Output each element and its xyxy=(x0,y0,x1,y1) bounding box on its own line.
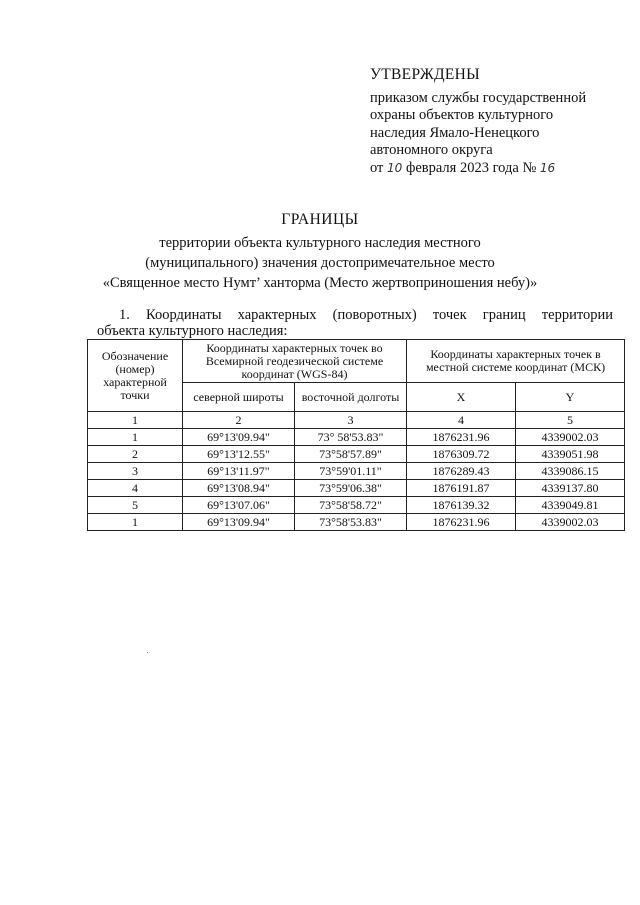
cell-y: 4339002.03 xyxy=(516,429,625,446)
cell-lon: 73°58'58.72" xyxy=(295,497,407,514)
cell-point: 2 xyxy=(88,446,183,463)
cell-x: 1876231.96 xyxy=(407,514,516,531)
table-row xyxy=(88,463,625,480)
paragraph-line-2: объекта культурного наследия: xyxy=(97,323,288,339)
column-numbers-row xyxy=(88,412,625,429)
document-subtitle xyxy=(0,233,640,293)
cell-point: 4 xyxy=(88,480,183,497)
col-number: 3 xyxy=(295,412,407,429)
cell-y: 4339049.81 xyxy=(516,497,625,514)
cell-point: 3 xyxy=(88,463,183,480)
header-lat: северной широты xyxy=(183,383,295,412)
header-x: X xyxy=(407,383,516,412)
cell-x: 1876139.32 xyxy=(407,497,516,514)
cell-lat: 69°13'11.97" xyxy=(183,463,295,480)
cell-x: 1876309.72 xyxy=(407,446,516,463)
approval-title: УТВЕРЖДЕНЫ xyxy=(370,66,480,83)
cell-point: 1 xyxy=(88,429,183,446)
cell-y: 4339086.15 xyxy=(516,463,625,480)
table-row xyxy=(88,497,625,514)
header-point: Обозначение (номер) характерной точки xyxy=(88,340,183,412)
header-y: Y xyxy=(516,383,625,412)
approval-line-4: автономного округа xyxy=(370,142,493,158)
order-number-handwritten: 16 xyxy=(539,160,556,175)
cell-lon: 73°59'01.11" xyxy=(295,463,407,480)
cell-lat: 69°13'09.94" xyxy=(183,429,295,446)
approval-line-1: приказом службы государственной xyxy=(370,89,587,106)
cell-x: 1876289.43 xyxy=(407,463,516,480)
approval-date xyxy=(370,160,630,178)
cell-x: 1876191.87 xyxy=(407,480,516,497)
cell-lat: 69°13'07.06" xyxy=(183,497,295,514)
paragraph-line-1: 1. Координаты характерных (поворотных) точек границ территории xyxy=(119,307,613,323)
col-number: 2 xyxy=(183,412,295,429)
date-prefix: от xyxy=(370,159,384,176)
date-day-handwritten: 10 xyxy=(387,160,403,175)
cell-lon: 73°58'57.89" xyxy=(295,446,407,463)
cell-lat: 69°13'12.55" xyxy=(183,446,295,463)
header-wgs: Координаты характерных точек во Всемирной геодезической системе координат (WGS-84) xyxy=(183,340,407,383)
subtitle-line-3: «Священное место Нумт’ ханторма (Место жертвоприношения небу)» xyxy=(102,275,538,291)
subtitle-line-1: территории объекта культурного наследия местного xyxy=(159,235,481,251)
col-number: 4 xyxy=(407,412,516,429)
table-row xyxy=(88,514,625,531)
cell-lon: 73° 58'53.83" xyxy=(295,429,407,446)
scan-speck xyxy=(147,652,148,653)
table-row xyxy=(88,480,625,497)
document-title: ГРАНИЦЫ xyxy=(281,211,359,228)
cell-y: 4339002.03 xyxy=(516,514,625,531)
approval-line-3: наследия Ямало-Ненецкого xyxy=(370,124,540,141)
approval-block xyxy=(370,66,630,177)
header-msk: Координаты характерных точек в местной системе координат (МСК) xyxy=(407,340,625,383)
col-number: 1 xyxy=(88,412,183,429)
cell-lat: 69°13'08.94" xyxy=(183,480,295,497)
cell-point: 1 xyxy=(88,514,183,531)
table-row xyxy=(88,446,625,463)
cell-x: 1876231.96 xyxy=(407,429,516,446)
date-rest: февраля 2023 года № xyxy=(405,159,537,176)
section-paragraph xyxy=(97,307,613,339)
cell-y: 4339137.80 xyxy=(516,480,625,497)
cell-point: 5 xyxy=(88,497,183,514)
cell-lon: 73°59'06.38" xyxy=(295,480,407,497)
cell-y: 4339051.98 xyxy=(516,446,625,463)
header-lon: восточной долготы xyxy=(295,383,407,412)
subtitle-line-2: (муниципального) значения достопримечательное место xyxy=(145,255,495,271)
cell-lon: 73°58'53.83" xyxy=(295,514,407,531)
approval-line-2: охраны объектов культурного xyxy=(370,107,554,123)
table-row xyxy=(88,429,625,446)
cell-lat: 69°13'09.94" xyxy=(183,514,295,531)
col-number: 5 xyxy=(516,412,625,429)
coordinates-table xyxy=(87,339,625,531)
